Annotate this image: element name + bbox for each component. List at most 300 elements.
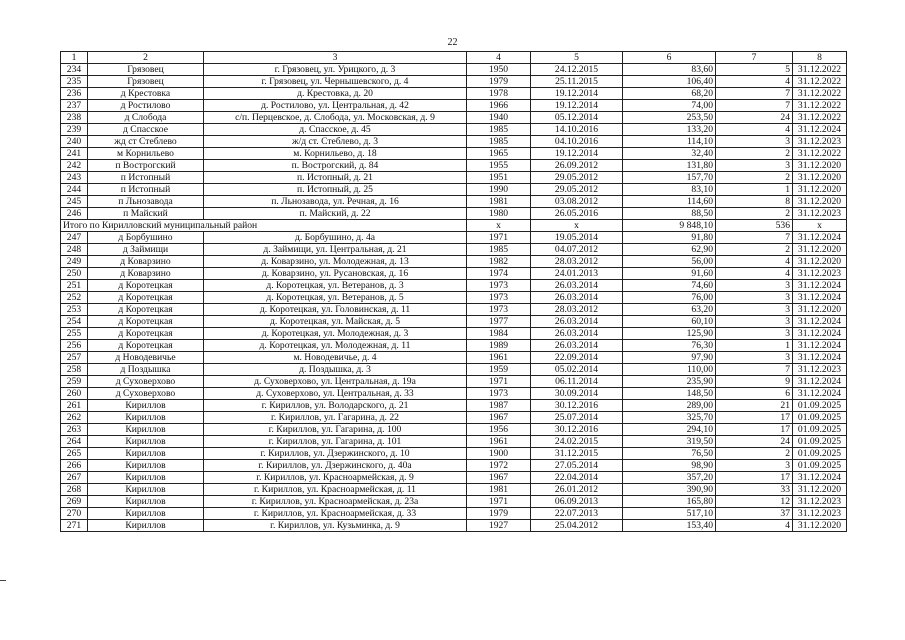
address: п. Майский, д. 22: [204, 208, 467, 220]
address: г. Кириллов, ул. Красноармейская, д. 33: [204, 508, 467, 520]
residents-count: 12: [716, 496, 793, 508]
relocation-deadline: 31.12.2024: [793, 280, 847, 292]
build-year: 1961: [467, 352, 531, 364]
recognition-date: 22.09.2014: [531, 352, 623, 364]
area: 76,00: [623, 292, 716, 304]
settlement-name: д Коротецкая: [88, 328, 204, 340]
settlement-name: д Коротецкая: [88, 316, 204, 328]
page-number: 22: [447, 37, 458, 48]
address: г. Кириллов, ул. Дзержинского, д. 10: [204, 448, 467, 460]
area: 517,10: [623, 508, 716, 520]
row-number: 234: [61, 64, 88, 76]
column-number: 8: [793, 52, 847, 64]
build-year: 1971: [467, 376, 531, 388]
build-year: 1971: [467, 232, 531, 244]
recognition-date: 26.01.2012: [531, 484, 623, 496]
settlement-name: д Суховерхово: [88, 388, 204, 400]
row-number: 262: [61, 412, 88, 424]
address: д. Коротецкая, ул. Ветеранов, д. 3: [204, 280, 467, 292]
build-year: 1979: [467, 76, 531, 88]
row-number: 270: [61, 508, 88, 520]
residents-count: 3: [716, 136, 793, 148]
row-number: 267: [61, 472, 88, 484]
relocation-deadline: 31.12.2023: [793, 136, 847, 148]
row-number: 236: [61, 88, 88, 100]
residents-count: 7: [716, 88, 793, 100]
settlement-name: д Займищи: [88, 244, 204, 256]
area: 325,70: [623, 412, 716, 424]
recognition-date: 22.07.2013: [531, 508, 623, 520]
settlement-name: жд ст Стеблево: [88, 136, 204, 148]
residents-count: 2: [716, 208, 793, 220]
settlement-name: Кириллов: [88, 508, 204, 520]
relocation-deadline: 31.12.2020: [793, 244, 847, 256]
table-row: [61, 508, 847, 520]
area: 110,00: [623, 364, 716, 376]
address: д. Коротецкая, ул. Молодежная, д. 3: [204, 328, 467, 340]
table-row: [61, 436, 847, 448]
table-row: [61, 460, 847, 472]
area: 76,30: [623, 340, 716, 352]
build-year: 1984: [467, 328, 531, 340]
residents-count: 4: [716, 520, 793, 532]
row-number: 247: [61, 232, 88, 244]
column-number: 1: [61, 52, 88, 64]
build-year: 1980: [467, 208, 531, 220]
area: 131,80: [623, 160, 716, 172]
area: 114,10: [623, 136, 716, 148]
build-year: 1987: [467, 400, 531, 412]
build-year: 1973: [467, 304, 531, 316]
table-body: [61, 52, 847, 532]
recognition-date: 04.10.2016: [531, 136, 623, 148]
recognition-date: 19.12.2014: [531, 88, 623, 100]
relocation-deadline: 31.12.2024: [793, 316, 847, 328]
relocation-deadline: 31.12.2020: [793, 484, 847, 496]
relocation-deadline: 31.12.2020: [793, 256, 847, 268]
residents-count: 3: [716, 304, 793, 316]
recognition-date: 26.09.2012: [531, 160, 623, 172]
area: 157,70: [623, 172, 716, 184]
area: 319,50: [623, 436, 716, 448]
residents-count: 6: [716, 388, 793, 400]
address: д. Суховерхово, ул. Центральная, д. 33: [204, 388, 467, 400]
residents-count: 9: [716, 376, 793, 388]
recognition-date: 26.03.2014: [531, 280, 623, 292]
area: 91,80: [623, 232, 716, 244]
relocation-deadline: 31.12.2024: [793, 328, 847, 340]
residents-count: 4: [716, 76, 793, 88]
recognition-date: 24.01.2013: [531, 268, 623, 280]
area-total: 9 848,10: [623, 220, 716, 232]
area: 88,50: [623, 208, 716, 220]
area: 253,50: [623, 112, 716, 124]
area: 74,00: [623, 100, 716, 112]
residents-count: 17: [716, 472, 793, 484]
table-row: [61, 352, 847, 364]
column-number: 2: [88, 52, 204, 64]
address: п. Истопный, д. 25: [204, 184, 467, 196]
row-number: 254: [61, 316, 88, 328]
build-year: 1973: [467, 292, 531, 304]
settlement-name: п Льнозавода: [88, 196, 204, 208]
residents-count: 2: [716, 172, 793, 184]
settlement-name: д Поздышка: [88, 364, 204, 376]
row-number: 259: [61, 376, 88, 388]
area: 56,00: [623, 256, 716, 268]
column-number: 3: [204, 52, 467, 64]
settlement-name: д Новодевичье: [88, 352, 204, 364]
relocation-deadline: 31.12.2022: [793, 100, 847, 112]
recognition-date: 19.05.2014: [531, 232, 623, 244]
recognition-date: 24.02.2015: [531, 436, 623, 448]
build-year: 1989: [467, 340, 531, 352]
build-year: 1967: [467, 472, 531, 484]
area: 106,40: [623, 76, 716, 88]
row-number: 239: [61, 124, 88, 136]
row-number: 253: [61, 304, 88, 316]
area: 294,10: [623, 424, 716, 436]
recognition-date: 27.05.2014: [531, 460, 623, 472]
relocation-deadline: 31.12.2022: [793, 64, 847, 76]
build-year: 1951: [467, 172, 531, 184]
address: д. Коварзино, ул. Русановская, д. 16: [204, 268, 467, 280]
relocation-deadline: 31.12.2023: [793, 364, 847, 376]
settlement-name: д Коварзино: [88, 256, 204, 268]
relocation-deadline: 31.12.2020: [793, 172, 847, 184]
relocation-deadline: 31.12.2020: [793, 304, 847, 316]
build-year: 1927: [467, 520, 531, 532]
address: д. Поздышка, д. 3: [204, 364, 467, 376]
settlement-name: п Вострогский: [88, 160, 204, 172]
area: 97,90: [623, 352, 716, 364]
relocation-deadline: 31.12.2020: [793, 160, 847, 172]
row-number: 245: [61, 196, 88, 208]
relocation-deadline: x: [793, 220, 847, 232]
row-number: 237: [61, 100, 88, 112]
row-number: 243: [61, 172, 88, 184]
settlement-name: Грязовец: [88, 76, 204, 88]
area: 32,40: [623, 148, 716, 160]
column-number: 6: [623, 52, 716, 64]
build-year: 1985: [467, 244, 531, 256]
residents-count: 4: [716, 124, 793, 136]
build-year: 1985: [467, 124, 531, 136]
relocation-deadline: 31.12.2022: [793, 76, 847, 88]
settlement-name: д Ростилово: [88, 100, 204, 112]
column-number: 5: [531, 52, 623, 64]
table-row: [61, 328, 847, 340]
settlement-name: Кириллов: [88, 436, 204, 448]
build-year: 1982: [467, 256, 531, 268]
row-number: 264: [61, 436, 88, 448]
build-year: 1967: [467, 412, 531, 424]
recognition-date: 24.12.2015: [531, 64, 623, 76]
build-year: 1900: [467, 448, 531, 460]
row-number: 271: [61, 520, 88, 532]
table-row: [61, 316, 847, 328]
recognition-date: 29.05.2012: [531, 172, 623, 184]
build-year: 1978: [467, 88, 531, 100]
relocation-deadline: 31.12.2022: [793, 112, 847, 124]
table-row: [61, 520, 847, 532]
residents-count: 17: [716, 424, 793, 436]
table-row: [61, 340, 847, 352]
row-number: 252: [61, 292, 88, 304]
table-row: [61, 184, 847, 196]
relocation-deadline: 31.12.2020: [793, 184, 847, 196]
table-row: [61, 124, 847, 136]
row-number: 268: [61, 484, 88, 496]
table-row: [61, 160, 847, 172]
address: п. Вострогский, д. 84: [204, 160, 467, 172]
build-year: x: [467, 220, 531, 232]
address: д. Крестовка, д. 20: [204, 88, 467, 100]
row-number: 241: [61, 148, 88, 160]
row-number: 257: [61, 352, 88, 364]
recognition-date: 19.12.2014: [531, 148, 623, 160]
address: г. Кириллов, ул. Красноармейская, д. 9: [204, 472, 467, 484]
area: 60,10: [623, 316, 716, 328]
recognition-date: 31.12.2015: [531, 448, 623, 460]
row-number: 256: [61, 340, 88, 352]
recognition-date: 30.12.2016: [531, 424, 623, 436]
row-number: 255: [61, 328, 88, 340]
settlement-name: д Коротецкая: [88, 340, 204, 352]
row-number: 265: [61, 448, 88, 460]
area: 153,40: [623, 520, 716, 532]
relocation-deadline: 31.12.2024: [793, 352, 847, 364]
address: г. Кириллов, ул. Гагарина, д. 101: [204, 436, 467, 448]
settlement-name: Кириллов: [88, 448, 204, 460]
settlement-name: м Корнильево: [88, 148, 204, 160]
recognition-date: 26.03.2014: [531, 328, 623, 340]
residents-count: 33: [716, 484, 793, 496]
district-total-row: [61, 220, 847, 232]
build-year: 1979: [467, 508, 531, 520]
settlement-name: д Коротецкая: [88, 292, 204, 304]
recognition-date: 25.07.2014: [531, 412, 623, 424]
area: 63,20: [623, 304, 716, 316]
address: д. Спасское, д. 45: [204, 124, 467, 136]
recognition-date: 28.03.2012: [531, 256, 623, 268]
area: 62,90: [623, 244, 716, 256]
row-number: 266: [61, 460, 88, 472]
recognition-date: 26.03.2014: [531, 340, 623, 352]
row-number: 250: [61, 268, 88, 280]
row-number: 246: [61, 208, 88, 220]
table-row: [61, 472, 847, 484]
address: д. Коротецкая, ул. Майская, д. 5: [204, 316, 467, 328]
residents-count: 3: [716, 352, 793, 364]
address: д. Ростилово, ул. Центральная, д. 42: [204, 100, 467, 112]
row-number: 244: [61, 184, 88, 196]
address: д. Борбушино, д. 4а: [204, 232, 467, 244]
settlement-name: Кириллов: [88, 412, 204, 424]
recognition-date: 05.12.2014: [531, 112, 623, 124]
build-year: 1966: [467, 100, 531, 112]
address: д. Займищи, ул. Центральная, д. 21: [204, 244, 467, 256]
settlement-name: п Истопный: [88, 172, 204, 184]
build-year: 1981: [467, 484, 531, 496]
table-row: [61, 76, 847, 88]
area: 76,50: [623, 448, 716, 460]
row-number: 260: [61, 388, 88, 400]
relocation-deadline: 01.09.2025: [793, 400, 847, 412]
relocation-deadline: 31.12.2023: [793, 208, 847, 220]
settlement-name: п Майский: [88, 208, 204, 220]
address: г. Грязовец, ул. Чернышевского, д. 4: [204, 76, 467, 88]
build-year: 1950: [467, 64, 531, 76]
table-row: [61, 64, 847, 76]
row-number: 269: [61, 496, 88, 508]
table-row: [61, 136, 847, 148]
address: д. Коротецкая, ул. Ветеранов, д. 5: [204, 292, 467, 304]
address: п. Льнозавода, ул. Речная, д. 16: [204, 196, 467, 208]
settlement-name: п Истопный: [88, 184, 204, 196]
row-number: 261: [61, 400, 88, 412]
build-year: 1974: [467, 268, 531, 280]
address: д. Коротецкая, ул. Головинская, д. 11: [204, 304, 467, 316]
area: 133,20: [623, 124, 716, 136]
table-row: [61, 232, 847, 244]
table-row: [61, 88, 847, 100]
address: г. Кириллов, ул. Красноармейская, д. 11: [204, 484, 467, 496]
build-year: 1973: [467, 280, 531, 292]
residents-count: 7: [716, 100, 793, 112]
settlement-name: Кириллов: [88, 472, 204, 484]
area: 83,60: [623, 64, 716, 76]
address: г. Кириллов, ул. Дзержинского, д. 40а: [204, 460, 467, 472]
build-year: 1940: [467, 112, 531, 124]
row-number: 251: [61, 280, 88, 292]
area: 98,90: [623, 460, 716, 472]
table-row: [61, 496, 847, 508]
relocation-deadline: 01.09.2025: [793, 424, 847, 436]
housing-registry-table: [60, 51, 847, 532]
build-year: 1981: [467, 196, 531, 208]
residents-count: 4: [716, 256, 793, 268]
relocation-deadline: 31.12.2020: [793, 520, 847, 532]
settlement-name: Кириллов: [88, 520, 204, 532]
column-number-row: [61, 52, 847, 64]
build-year: 1972: [467, 460, 531, 472]
table-row: [61, 148, 847, 160]
residents-count: 1: [716, 340, 793, 352]
address: д. Коварзино, ул. Молодежная, д. 13: [204, 256, 467, 268]
area: 390,90: [623, 484, 716, 496]
build-year: 1955: [467, 160, 531, 172]
table-row: [61, 448, 847, 460]
relocation-deadline: 31.12.2024: [793, 376, 847, 388]
row-number: 240: [61, 136, 88, 148]
address: д. Суховерхово, ул. Центральная, д. 19а: [204, 376, 467, 388]
area: 68,20: [623, 88, 716, 100]
total-label: Итого по Кирилловский муниципальный район: [61, 220, 467, 232]
build-year: 1961: [467, 436, 531, 448]
area: 235,90: [623, 376, 716, 388]
recognition-date: x: [531, 220, 623, 232]
area: 114,60: [623, 196, 716, 208]
table-row: [61, 304, 847, 316]
relocation-deadline: 31.12.2024: [793, 124, 847, 136]
build-year: 1990: [467, 184, 531, 196]
row-number: 258: [61, 364, 88, 376]
relocation-deadline: 31.12.2022: [793, 148, 847, 160]
settlement-name: Кириллов: [88, 496, 204, 508]
settlement-name: Кириллов: [88, 460, 204, 472]
address: с/п. Перцевское, д. Слобода, ул. Московская, д. 9: [204, 112, 467, 124]
residents-count: 17: [716, 412, 793, 424]
settlement-name: Кириллов: [88, 424, 204, 436]
address: г. Грязовец, ул. Урицкого, д. 3: [204, 64, 467, 76]
recognition-date: 30.09.2014: [531, 388, 623, 400]
recognition-date: 19.12.2014: [531, 100, 623, 112]
row-number: 238: [61, 112, 88, 124]
column-number: 4: [467, 52, 531, 64]
relocation-deadline: 01.09.2025: [793, 460, 847, 472]
recognition-date: 26.03.2014: [531, 292, 623, 304]
recognition-date: 26.03.2014: [531, 316, 623, 328]
settlement-name: д Коварзино: [88, 268, 204, 280]
table-row: [61, 484, 847, 496]
table-row: [61, 424, 847, 436]
settlement-name: д Крестовка: [88, 88, 204, 100]
relocation-deadline: 31.12.2024: [793, 472, 847, 484]
residents-count: 24: [716, 436, 793, 448]
relocation-deadline: 31.12.2023: [793, 496, 847, 508]
recognition-date: 06.11.2014: [531, 376, 623, 388]
residents-count: 2: [716, 448, 793, 460]
settlement-name: д Суховерхово: [88, 376, 204, 388]
address: г. Кириллов, ул. Гагарина, д. 22: [204, 412, 467, 424]
recognition-date: 26.05.2016: [531, 208, 623, 220]
table-row: [61, 376, 847, 388]
build-year: 1971: [467, 496, 531, 508]
recognition-date: 05.02.2014: [531, 364, 623, 376]
settlement-name: д Борбушино: [88, 232, 204, 244]
row-number: 242: [61, 160, 88, 172]
relocation-deadline: 31.12.2024: [793, 232, 847, 244]
settlement-name: Кириллов: [88, 484, 204, 496]
row-number: 235: [61, 76, 88, 88]
address: ж/д ст. Стеблево, д. 3: [204, 136, 467, 148]
relocation-deadline: 31.12.2024: [793, 292, 847, 304]
residents-count: 4: [716, 268, 793, 280]
relocation-deadline: 31.12.2024: [793, 340, 847, 352]
row-number: 263: [61, 424, 88, 436]
relocation-deadline: 01.09.2025: [793, 412, 847, 424]
residents-count: 7: [716, 364, 793, 376]
recognition-date: 25.11.2015: [531, 76, 623, 88]
address: г. Кириллов, ул. Красноармейская, д. 23а: [204, 496, 467, 508]
row-number: 248: [61, 244, 88, 256]
recognition-date: 25.04.2012: [531, 520, 623, 532]
table-row: [61, 208, 847, 220]
address: м. Корнильево, д. 18: [204, 148, 467, 160]
residents-count: 3: [716, 316, 793, 328]
settlement-name: д Коротецкая: [88, 280, 204, 292]
relocation-deadline: 01.09.2025: [793, 448, 847, 460]
table-row: [61, 172, 847, 184]
build-year: 1965: [467, 148, 531, 160]
residents-count: 37: [716, 508, 793, 520]
residents-count: 3: [716, 328, 793, 340]
table-row: [61, 292, 847, 304]
recognition-date: 06.09.2013: [531, 496, 623, 508]
row-number: 249: [61, 256, 88, 268]
table-row: [61, 112, 847, 124]
